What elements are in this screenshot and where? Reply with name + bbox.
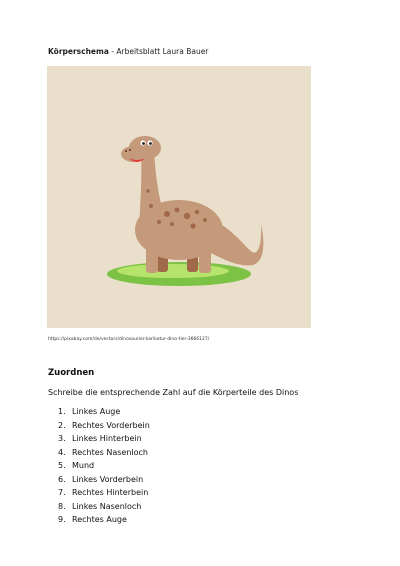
image-source-url[interactable]: https://pixabay.com/de/vectors/dinosaurier-karikatur-dino-tier-3666127/: [48, 337, 210, 342]
dino-leg: [199, 244, 211, 273]
worksheet-author: - Arbeitsblatt Laura Bauer: [108, 47, 209, 56]
worksheet-header: [48, 47, 208, 56]
dino-nostril: [129, 149, 131, 151]
body-parts-list: [58, 405, 150, 527]
list-item-label: Linkes Hinterbein: [72, 434, 142, 443]
list-item-label: Linkes Auge: [72, 407, 121, 416]
section-title: Zuordnen: [48, 368, 95, 378]
list-item: [58, 432, 150, 446]
list-item: [58, 513, 150, 527]
list-item-number: 7.: [58, 488, 66, 497]
list-item: [58, 473, 150, 487]
dinosaur-icon: [47, 66, 311, 328]
list-item-label: Rechtes Vorderbein: [72, 420, 150, 430]
list-item: [58, 405, 150, 419]
list-item-label: Mund: [72, 461, 95, 470]
list-item: [58, 486, 150, 500]
list-item-label: Rechtes Auge: [72, 515, 127, 524]
dino-pupil: [149, 142, 152, 145]
dino-pupil: [142, 142, 145, 145]
list-item-number: 9.: [58, 515, 66, 524]
list-item-number: 1.: [58, 407, 66, 416]
worksheet-title: Körperschema: [48, 47, 109, 56]
dinosaur-figure: [47, 66, 311, 328]
list-item-number: 8.: [58, 501, 66, 511]
list-item: [58, 446, 150, 460]
list-item-label: Rechtes Hinterbein: [72, 488, 149, 497]
grass-highlight: [117, 264, 229, 278]
list-item-label: Linkes Nasenloch: [72, 501, 142, 511]
task-instruction: Schreibe die entsprechende Zahl auf die Körperteile des Dinos: [48, 388, 299, 397]
list-item: [58, 500, 150, 514]
list-item-label: Rechtes Nasenloch: [72, 447, 148, 457]
dino-leg: [146, 246, 158, 273]
list-item: [58, 459, 150, 473]
list-item-label: Linkes Vorderbein: [72, 474, 144, 484]
list-item: [58, 419, 150, 433]
dino-nostril: [125, 150, 127, 152]
list-item-number: 2.: [58, 420, 66, 430]
list-item-number: 3.: [58, 434, 66, 443]
figure-background: [47, 66, 311, 328]
list-item-number: 4.: [58, 447, 66, 457]
list-item-number: 5.: [58, 461, 66, 470]
list-item-number: 6.: [58, 474, 66, 484]
